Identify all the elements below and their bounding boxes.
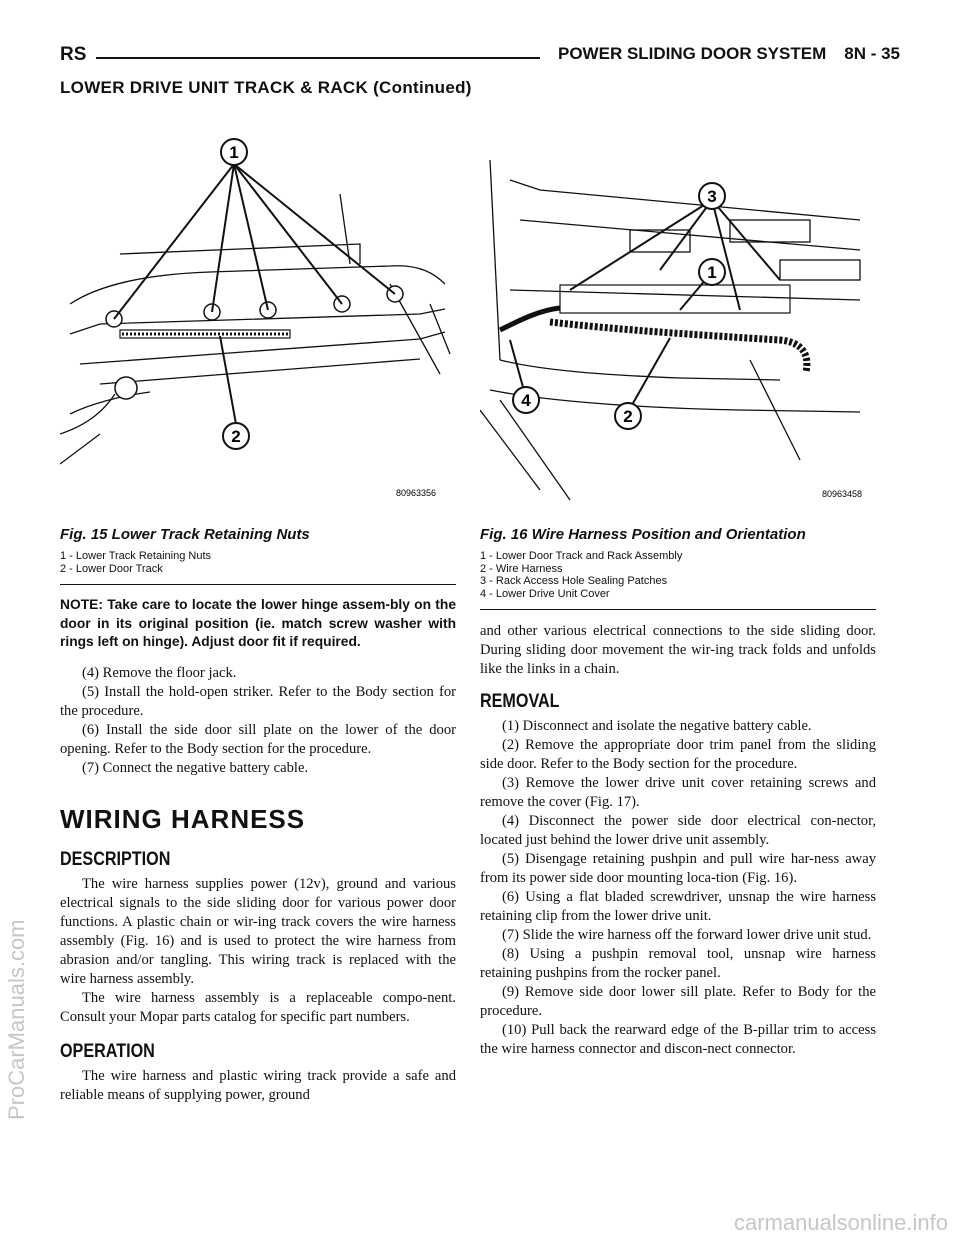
figure-16-title: Fig. 16 Wire Harness Position and Orientation — [480, 526, 806, 543]
callout-1: 1 — [229, 143, 239, 162]
legend-item: 4 - Lower Drive Unit Cover — [480, 587, 610, 600]
figure-16-legend — [480, 550, 682, 600]
step: (10) Pull back the rearward edge of the B-pillar trim to access the wire harness connector and discon-nect connector. — [480, 1022, 876, 1057]
section-title: WIRING HARNESS — [60, 803, 306, 834]
legend-item: 2 - Wire Harness — [480, 562, 563, 575]
step: (4) Remove the floor jack. — [82, 664, 237, 681]
paragraph: and other various electrical connections to the side sliding door. During sliding door movement the wir-ing track folds and unfolds like the links in a chain. — [480, 623, 876, 677]
wire-harness-chain — [550, 322, 807, 372]
callout-1b: 1 — [707, 263, 717, 282]
legend-item: 3 - Rack Access Hole Sealing Patches — [480, 575, 668, 587]
left-column — [60, 596, 456, 1105]
continued-heading: LOWER DRIVE UNIT TRACK & RACK (Continued) — [60, 78, 472, 97]
header-rule — [96, 57, 540, 59]
figure-15-title: Fig. 15 Lower Track Retaining Nuts — [60, 526, 310, 543]
step: (5) Disengage retaining pushpin and pull wire har-ness away from its power side door mounting loca-tion (Fig. 16). — [480, 851, 876, 886]
step: (3) Remove the lower drive unit cover retaining screws and remove the cover (Fig. 17). — [480, 775, 876, 810]
legend-item: 1 - Lower Track Retaining Nuts — [60, 550, 212, 562]
watermark-left: ProCarManuals.com — [4, 919, 29, 1120]
step: (8) Using a pushpin removal tool, unsnap wire harness retaining pushpins from the rocker panel. — [480, 946, 876, 981]
figure-16 — [480, 160, 876, 514]
paragraph: The wire harness and plastic wiring track provide a safe and reliable means of supplying power, ground — [60, 1067, 456, 1103]
step: (6) Using a flat bladed screwdriver, unsnap the wire harness retaining clip from the lower drive unit. — [480, 889, 876, 924]
legend-item: 2 - Lower Door Track — [60, 562, 163, 575]
step: (4) Disconnect the power side door electrical con-nector, located just behind the lower drive unit assembly. — [480, 813, 876, 848]
callout-4: 4 — [521, 391, 531, 410]
figure-15-id: 80963356 — [395, 488, 437, 498]
figure-16-id: 80963458 — [821, 489, 863, 499]
step: (7) Slide the wire harness off the forward lower drive unit stud. — [502, 927, 872, 943]
watermark-bottom: carmanualsonline.info — [733, 1210, 948, 1235]
figure-16-illustration — [480, 160, 876, 514]
step: (5) Install the hold-open striker. Refer to the Body section for the procedure. — [60, 683, 456, 719]
step: (1) Disconnect and isolate the negative battery cable. — [502, 718, 812, 734]
figure-16-rule — [480, 609, 876, 610]
note: NOTE: Take care to locate the lower hinge assem-bly on the door in its original position (ie. match screw washer with rings left on hinge). Adjust door fit if required. — [60, 597, 456, 649]
figure-15 — [60, 134, 456, 514]
step: (9) Remove side door lower sill plate. Refer to Body for the procedure. — [480, 984, 876, 1019]
lower-door-track-rack — [560, 285, 790, 313]
chapter-title: POWER SLIDING DOOR SYSTEM — [558, 44, 827, 63]
step: (2) Remove the appropriate door trim panel from the sliding side door. Refer to the Body section for the procedure. — [480, 737, 876, 772]
step: (6) Install the side door sill plate on the lower of the door opening. Refer to the Body section for the procedure. — [60, 721, 456, 757]
figure-15-legend — [60, 550, 211, 575]
page-number: 8N - 35 — [844, 44, 900, 63]
legend-item: 1 - Lower Door Track and Rack Assembly — [480, 550, 683, 562]
drive-gear — [115, 377, 137, 399]
paragraph: The wire harness supplies power (12v), ground and various electrical signals to the side sliding door for various power door functions. A plastic chain or wir-ing track covers the wire harness assembly (Fig. 16) and is used to protect the wire harness from abrasion and/or tangling. This wiring track is replaced with the wire harness assembly. — [60, 875, 456, 987]
header-right — [558, 44, 900, 64]
right-column — [480, 622, 876, 1059]
callout-3: 3 — [707, 187, 717, 206]
lower-track-rack — [120, 330, 290, 338]
figure-15-rule — [60, 584, 456, 585]
callout-2b: 2 — [623, 407, 633, 426]
callout-2: 2 — [231, 427, 241, 446]
description-heading: DESCRIPTION — [60, 848, 171, 870]
step: (7) Connect the negative battery cable. — [82, 759, 309, 776]
page-header — [60, 44, 900, 70]
removal-heading: REMOVAL — [480, 691, 560, 712]
paragraph: The wire harness assembly is a replaceable compo-nent. Consult your Mopar parts catalog for specific part numbers. — [60, 989, 456, 1025]
section-code: RS — [60, 44, 87, 65]
figure-15-illustration — [60, 134, 456, 514]
operation-heading: OPERATION — [60, 1040, 155, 1062]
